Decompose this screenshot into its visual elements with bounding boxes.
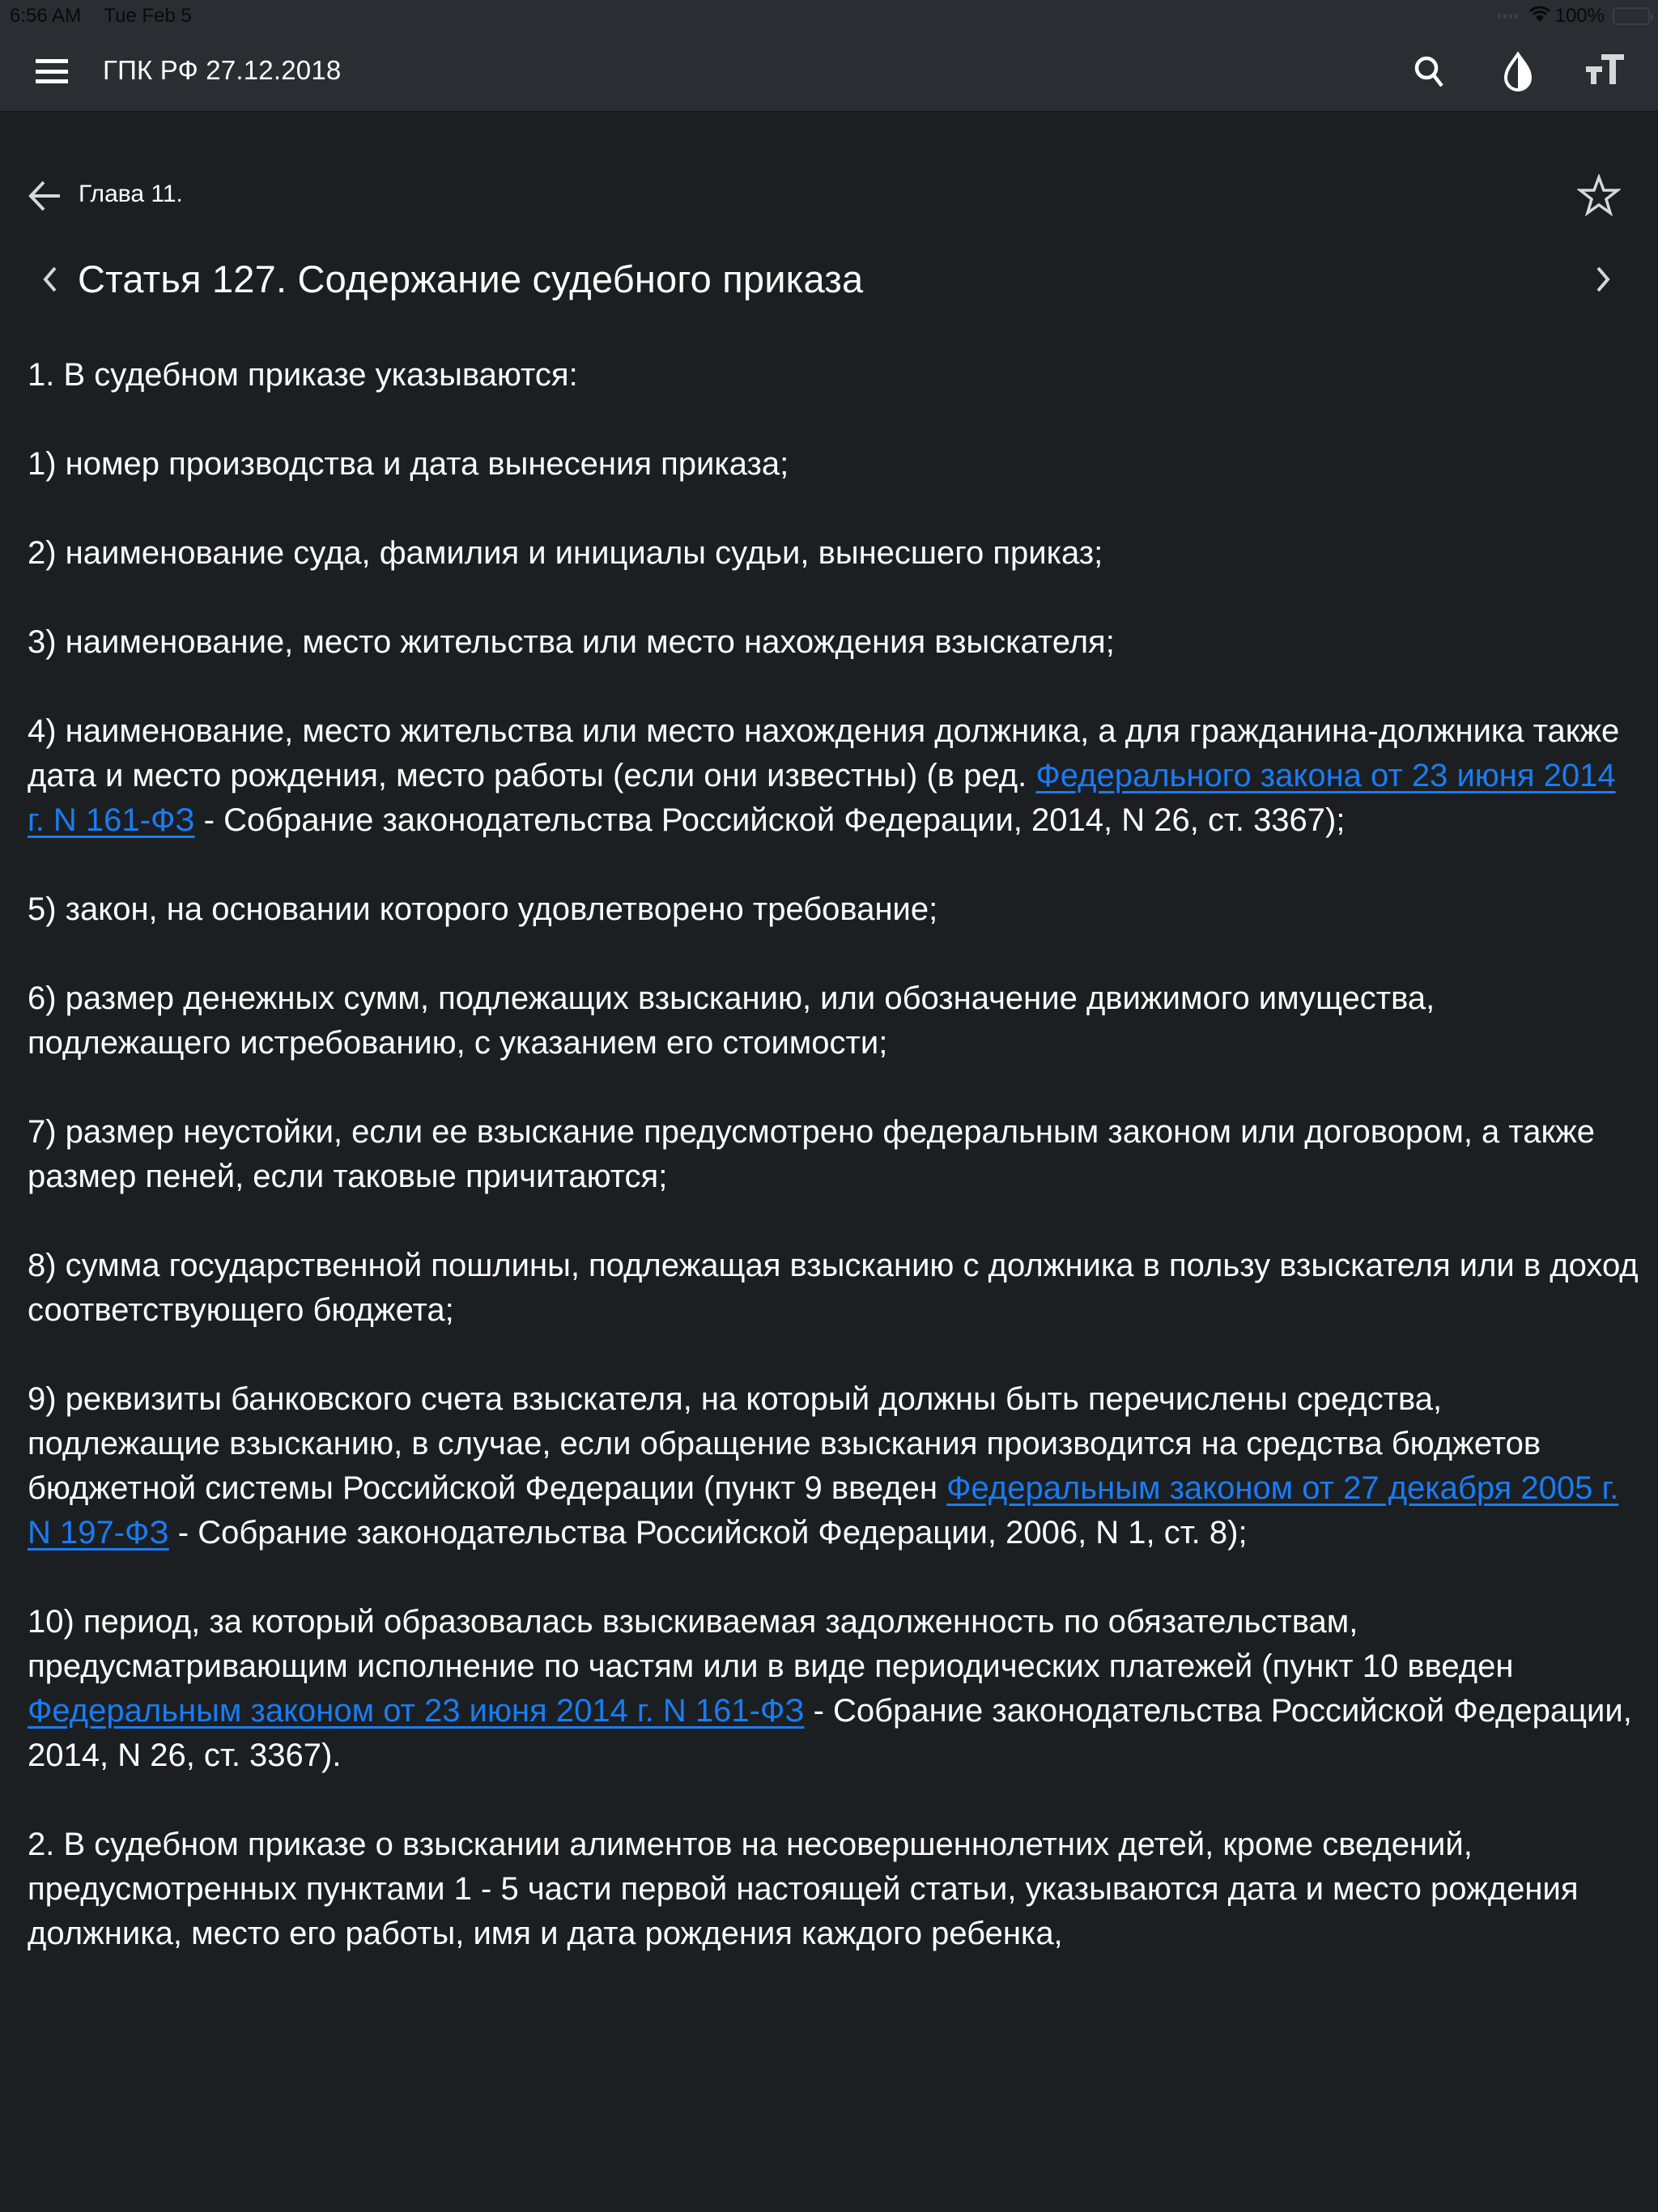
chevron-right-icon[interactable] (1588, 262, 1618, 297)
law-link[interactable]: Федеральным законом от 27 декабря 2005 г. N 197-ФЗ (28, 1470, 1619, 1551)
arrow-left-icon[interactable] (24, 176, 65, 216)
article-header (0, 247, 1658, 312)
signal-icon (1498, 14, 1518, 19)
paragraph-text: - Собрание законодательства Российской Федерации, 2014, N 26, ст. 3367). (28, 1693, 1632, 1773)
article-paragraph: 1) номер производства и дата вынесения приказа; (28, 446, 789, 482)
battery-percent: 100% (1554, 5, 1605, 27)
paragraph-text: - Собрание законодательства Российской Федерации, 2014, N 26, ст. 3367); (194, 802, 1346, 838)
article-paragraph: 7) размер неустойки, если ее взыскание предусмотрено федеральным законом или договором, а также размер пеней, если таковые причитаются; (28, 1114, 1596, 1194)
article-paragraph: 3) наименование, место жительства или место нахождения взыскателя; (28, 624, 1115, 660)
article-paragraph (28, 1600, 1639, 1778)
chapter-breadcrumb[interactable]: Глава 11. (79, 181, 183, 207)
status-time: 6:56 AM (10, 5, 82, 27)
app-toolbar (0, 32, 1658, 113)
article-paragraph: 1. В судебном приказе указываются: (28, 357, 578, 393)
battery-icon (1613, 7, 1650, 25)
article-title: Статья 127. Содержание судебного приказа (78, 257, 864, 300)
status-bar (0, 0, 1658, 32)
paragraph-text: 10) период, за который образовалась взыскиваемая задолженность по обязательствам, предусматривающим исполнение по частям или в виде периодических платежей (пункт 10 введен (28, 1604, 1514, 1684)
text-size-icon[interactable] (1579, 47, 1630, 99)
law-link[interactable]: Федеральным законом от 23 июня 2014 г. N 161-ФЗ (28, 1693, 805, 1729)
article-body (28, 353, 1639, 2001)
menu-icon[interactable] (36, 59, 68, 83)
article-paragraph: 8) сумма государственной пошлины, подлежащая взысканию с должника в пользу взыскателя или в доход соответствующего бюджета; (28, 1248, 1639, 1328)
status-date: Tue Feb 5 (104, 5, 192, 27)
app-title: ГПК РФ 27.12.2018 (103, 55, 342, 85)
paragraph-text: - Собрание законодательства Российской Федерации, 2006, N 1, ст. 8); (168, 1515, 1248, 1551)
paragraph-text: 4) наименование, место жительства или место нахождения должника, а для гражданина-должника также дата и место рождения, место работы (если они известны) (в ред. (28, 713, 1620, 793)
status-bar-right (1498, 5, 1650, 28)
wifi-icon (1529, 5, 1550, 28)
article-paragraph: 5) закон, на основании которого удовлетворено требование; (28, 891, 938, 927)
paragraph-text: 9) реквизиты банковского счета взыскателя, на который должны быть перечислены средства, подлежащие взысканию, в случае, если обращение взыскания производится на средства бюджетов бюджетной системы Российской Федерации (пункт 9 введен (28, 1381, 1541, 1506)
law-link[interactable]: Федерального закона от 23 июня 2014 г. N 161-ФЗ (28, 758, 1616, 838)
contrast-icon[interactable] (1492, 47, 1544, 99)
star-icon[interactable] (1577, 174, 1621, 218)
article-paragraph (28, 709, 1639, 843)
article-paragraph: 2. В судебном приказе о взыскании алиментов на несовершеннолетних детей, кроме сведений, предусмотренных пунктами 1 - 5 части первой настоящей статьи, указываются дата и место рождения должника, место его работы, имя и дата рождения каждого ребенка, (28, 1827, 1579, 1951)
status-bar-left (10, 5, 210, 28)
article-paragraph (28, 1377, 1639, 1555)
article-paragraph: 2) наименование суда, фамилия и инициалы судьи, вынесшего приказ; (28, 535, 1103, 571)
chevron-left-icon[interactable] (36, 262, 65, 297)
article-paragraph: 6) размер денежных сумм, подлежащих взысканию, или обозначение движимого имущества, подлежащего истребованию, с указанием его стоимости; (28, 981, 1435, 1061)
chapter-nav (0, 166, 1658, 223)
search-icon[interactable] (1405, 47, 1456, 99)
